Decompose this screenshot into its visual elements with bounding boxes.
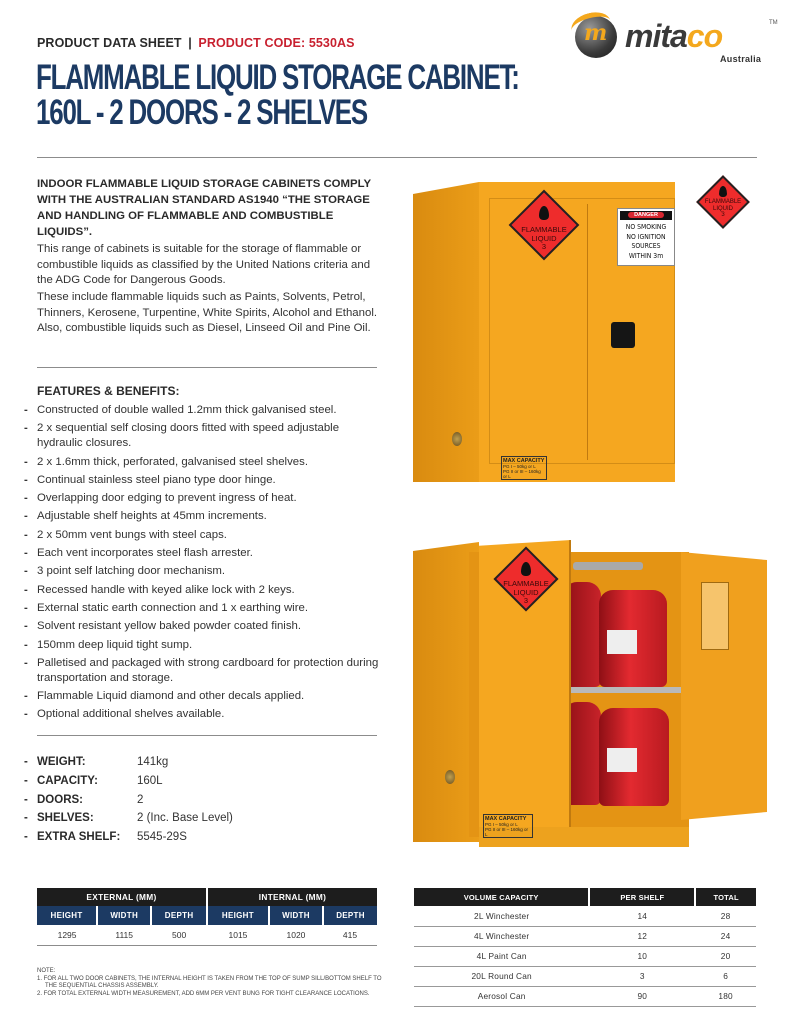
table-notes <box>37 968 382 998</box>
table-row: 2L Winchester 14 28 <box>414 906 756 926</box>
table-row: 1295 1115 500 1015 1020 415 <box>37 925 377 945</box>
col-ext-height: HEIGHT <box>37 906 97 925</box>
feature-item: - Constructed of double walled 1.2mm thick galvanised steel. <box>24 403 384 418</box>
spec-shelves: - SHELVES: 2 (Inc. Base Level) <box>24 812 233 825</box>
diamond-label: FLAMMABLE LIQUID 3 <box>704 199 742 218</box>
notes-title: NOTE: <box>37 968 56 974</box>
header-divider <box>37 157 757 158</box>
feature-item: - Palletised and packaged with strong cardboard for protection during transportation and storage. <box>24 656 384 686</box>
spec-weight: - WEIGHT: 141kg <box>24 756 169 769</box>
external-group-header: EXTERNAL (MM) <box>37 888 207 906</box>
product-code: PRODUCT CODE: 5530AS <box>198 36 355 50</box>
page-title <box>36 58 519 132</box>
flame-icon <box>521 562 531 576</box>
feature-item: - Continual stainless steel piano type door hinge. <box>24 473 384 488</box>
mitaco-logo <box>575 10 778 66</box>
logo-wordmark: mitaco <box>625 18 723 54</box>
steel-shelf <box>568 687 688 693</box>
volume-capacity-table <box>414 888 756 1007</box>
safety-can <box>599 708 669 806</box>
feature-item: - Adjustable shelf heights at 45mm increments. <box>24 509 384 524</box>
features-heading: FEATURES & BENEFITS: <box>37 384 180 398</box>
feature-item: - Recessed handle with keyed alike lock with 2 keys. <box>24 583 384 598</box>
door-instruction-label <box>701 582 729 650</box>
datasheet-label: PRODUCT DATA SHEET <box>37 36 182 50</box>
max-capacity-label: MAX CAPACITY PG I – 50kg or L PG II or III – 160kg or L <box>483 814 533 838</box>
logo-m-mark: m <box>584 20 608 46</box>
vent-bung-icon <box>445 770 455 784</box>
feature-item: - Solvent resistant yellow baked powder coated finish. <box>24 619 384 634</box>
logo-trademark: TM <box>769 20 778 26</box>
safety-can <box>599 590 667 687</box>
intro-paragraph-1: This range of cabinets is suitable for the storage of flammable or combustible liquids as classified by the United Nations criteria and the ADG Code for Dangerous Goods. <box>37 243 371 286</box>
cabinet-closed-image <box>413 176 675 482</box>
col-per-shelf: PER SHELF <box>589 888 695 906</box>
door-handle-icon <box>611 322 635 348</box>
cabinet-side <box>413 182 479 482</box>
col-total: TOTAL <box>695 888 756 906</box>
spec-list <box>24 753 324 846</box>
spec-capacity: - CAPACITY: 160L <box>24 775 163 788</box>
features-divider <box>37 735 377 736</box>
col-ext-depth: DEPTH <box>151 906 207 925</box>
col-ext-width: WIDTH <box>97 906 151 925</box>
title-line-2: 160L - 2 DOORS - 2 SHELVES <box>36 93 367 132</box>
col-int-depth: DEPTH <box>323 906 377 925</box>
col-volume-capacity: VOLUME CAPACITY <box>414 888 589 906</box>
feature-item: - 150mm deep liquid tight sump. <box>24 638 384 653</box>
feature-item: - 2 x sequential self closing doors fitted with speed adjustable hydraulic closures. <box>24 421 384 451</box>
col-int-height: HEIGHT <box>207 906 269 925</box>
note-item: 1. FOR ALL TWO DOOR CABINETS, THE INTERNAL HEIGHT IS TAKEN FROM THE TOP OF SUMP SILL/BOTTOM SHELF TO THE SEQUENTIAL CHASSIS ASSEMBLY. <box>37 975 382 990</box>
note-item: 2. FOR TOTAL EXTERNAL WIDTH MEASUREMENT, ADD 6MM PER VENT BUNG FOR TIGHT CLEARANCE LOCATIONS. <box>37 990 370 997</box>
logo-subtitle: Australia <box>720 54 762 64</box>
spec-doors: - DOORS: 2 <box>24 793 144 806</box>
diamond-text: FLAMMABLE LIQUID 3 <box>503 579 549 605</box>
feature-item: - 2 x 50mm vent bungs with steel caps. <box>24 528 384 543</box>
feature-item: - Each vent incorporates steel flash arrester. <box>24 546 384 561</box>
features-list <box>24 403 384 726</box>
table-row: 4L Paint Can 10 20 <box>414 946 756 966</box>
door-closer <box>573 562 643 570</box>
feature-item: - 3 point self latching door mechanism. <box>24 564 384 579</box>
feature-item: - Optional additional shelves available. <box>24 707 384 722</box>
intro-heading: INDOOR FLAMMABLE LIQUID STORAGE CABINETS COMPLY WITH THE AUSTRALIAN STANDARD AS1940 “THE STORAGE AND HANDLING OF FLAMMABLE AND COMBUSTIBLE LIQUIDS”. <box>37 178 371 238</box>
title-line-1: FLAMMABLE LIQUID STORAGE CABINET: <box>36 58 519 97</box>
table-row: Aerosol Can 90 180 <box>414 986 756 1006</box>
flame-icon <box>539 206 549 220</box>
col-int-width: WIDTH <box>269 906 323 925</box>
feature-item: - 2 x 1.6mm thick, perforated, galvanised steel shelves. <box>24 455 384 470</box>
spec-extra-shelf: - EXTRA SHELF: 5545-29S <box>24 831 187 844</box>
vent-bung-icon <box>452 432 462 446</box>
door-split <box>587 204 588 460</box>
flame-icon <box>719 186 727 197</box>
internal-group-header: INTERNAL (MM) <box>207 888 377 906</box>
feature-item: - External static earth connection and 1 x earthing wire. <box>24 601 384 616</box>
feature-item: - Overlapping door edging to prevent ingress of heat. <box>24 491 384 506</box>
dimensions-table <box>37 888 377 946</box>
table-row: 20L Round Can 3 6 <box>414 966 756 986</box>
danger-sign: DANGER NO SMOKING NO IGNITION SOURCES WITHIN 3m <box>617 208 675 266</box>
table-row: 4L Winchester 12 24 <box>414 926 756 946</box>
diamond-text: FLAMMABLE LIQUID 3 <box>521 225 567 251</box>
product-eyebrow <box>37 36 355 50</box>
intro-divider <box>37 367 377 368</box>
separator: | <box>188 36 192 50</box>
feature-item: - Flammable Liquid diamond and other decals applied. <box>24 689 384 704</box>
cabinet-open-image <box>413 532 758 857</box>
max-capacity-label: MAX CAPACITY PG I – 50kg or L PG II or III – 160kg or L <box>501 456 547 480</box>
intro-paragraph-2: These include flammable liquids such as Paints, Solvents, Petrol, Thinners, Kerosene, Turpentine, White Spirits, Alcohol and Ethanol. Also, combustible liquids such as Diesel, Linseed Oil and Pine Oil. <box>37 291 378 334</box>
